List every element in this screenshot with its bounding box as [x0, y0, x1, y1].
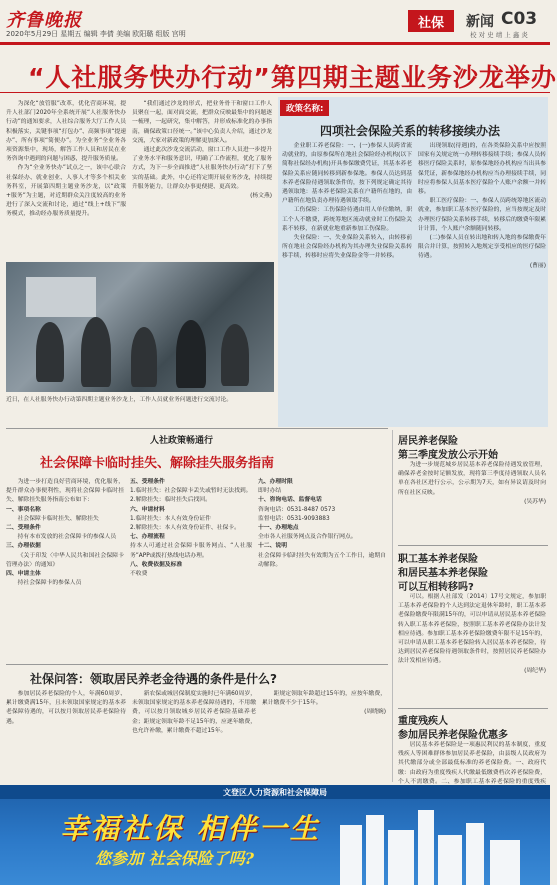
- policy-col1: [282, 142, 412, 422]
- lead-paragraph: 为深化“放管服”改革，优化营商环境，提升人社部门2020年全系统开展“人社服务快办行动”的通知要求，人社综合服务大厅工作人员积极落实，关键事项“打包办”、高频事项“提速办”、所有事项“简便办”。为全业务“全业务各项资源集中，现场，解答工作人员和居民在业务咨询中遇到的问题与困惑，提升服务质量。: [6, 101, 126, 163]
- right-a3-title1: 重度残疾人: [398, 716, 448, 727]
- ad-tagline: 您参加 社会保险了吗?: [95, 849, 254, 868]
- page-headline: “人社服务快办行动”第四期主题业务沙龙举办: [28, 63, 557, 92]
- section-divider: [398, 708, 548, 709]
- mid-paragraph: 不收费: [130, 571, 148, 578]
- mid-title: 社会保障卡临时挂失、解除挂失服务指南: [40, 456, 275, 471]
- mid-subhead: 三、办理依据: [6, 543, 41, 550]
- policy-col2: [418, 142, 546, 422]
- mid-paragraph: 持有本市发放的社会保障卡的参保人员: [17, 534, 117, 541]
- mid-subhead: 八、收费依据及标准: [130, 561, 183, 568]
- policy-byline: (曹丽): [529, 262, 546, 269]
- right-a1-title1: 居民养老保险: [398, 436, 458, 447]
- policy-paragraph: 企业职工养老保险：一、(一)参保人员跨省流动就业的，由原参保所在地社会保险经办机构(以下简称社保经办机构)开具参保缴费凭证，其基本养老保险关系应随同转移到新参保地。参保人员达到基本养老保险待遇领取条件的，按下列规定确定其待遇领取地：基本养老保险关系在户籍所在地的，由户籍所在地负责办理待遇领取手续。: [282, 143, 412, 205]
- mid-subhead: 十二、说明: [258, 543, 287, 550]
- mid-paragraph: 即时办结: [258, 488, 282, 495]
- right-a2-title3: 可以互相转移吗?: [398, 582, 474, 593]
- right-a2-title1: 职工基本养老保险: [398, 554, 478, 565]
- lead-paragraph: 作为“全业务快办”试点之一，该中心联合社保经办、就业创业、人事人才等多个相关业务科室，开展第四期主题业务沙龙，以“政策+服务”为主题，对近期群众关注度较高的业务进行了深入交流和讨论，通过“线上+线下”服务模式，推动经办服务质量提升。: [6, 165, 126, 218]
- headline-rule: [0, 92, 550, 93]
- mid-subhead: 六、申请材料: [130, 506, 165, 513]
- policy-paragraph: (二)参保人员在转出地和转入地的参保缴费年限合并计算，按照转入地规定享受相应的医疗保险待遇。: [418, 235, 546, 260]
- policy-paragraph: 职工医疗保险：一、参保人员跨统筹地区流动就业，参加职工基本医疗保险的，应当按规定及时办理医疗保险关系转移手续，转移后的缴费年限累计计算，个人账户余额随同转移。: [418, 198, 546, 232]
- lead-byline: (杨文燕): [250, 193, 272, 200]
- bottom-left-col2: [132, 690, 256, 782]
- right-a3-body: [398, 741, 546, 783]
- right-a1-title2: 第三季度发放公示开始: [398, 450, 498, 461]
- mid-paragraph: 监督电话：0531-9093883: [258, 515, 330, 522]
- mid-col3: [258, 478, 386, 660]
- mid-subhead: 二、受理条件: [6, 525, 41, 532]
- newspaper-logo: 齐鲁晚报: [6, 10, 82, 31]
- date-line: 2020年5月29日 星期五 编辑 李倩 美编 欧阳璐 组版 宫明: [6, 30, 186, 38]
- mid-subhead: 五、受理条件: [130, 479, 165, 485]
- policy-paragraph: 工伤保险：工伤保险待遇由用人单位缴纳，职工个人不缴费，跨统筹地区流动就业时工伤保险关系不转移，在新就业地重新参加工伤保险。: [282, 207, 412, 232]
- mid-paragraph: 全市各人社服务网点及合作银行网点。: [258, 534, 357, 541]
- right-a3-title2: 参加居民养老保险优惠多: [398, 730, 508, 741]
- section-divider: [6, 664, 388, 665]
- right-a2-byline: (周纪华): [524, 667, 546, 674]
- mid-paragraph: 社会保障卡临时挂失、解除挂失: [17, 515, 99, 522]
- bl-paragraph: 新农保或城居保制度实施时已年满60周岁，未领取国家规定的基本养老保障待遇的，不用缴费，可以按月领取城乡居民养老保险基础养老金；距规定领取年龄不足15年的，应逐年缴费，也允许补缴，累计缴费不超过15年。: [132, 691, 256, 734]
- mid-subhead: 一、事项名称: [6, 506, 41, 513]
- mid-subhead: 四、申请主体: [6, 571, 41, 578]
- right-a2-text: 可以。根据人社部发〔2014〕17号文规定，参加职工基本养老保险的个人达到法定退休年龄时，职工基本养老保险缴费年限满15年的，可以申请从居民基本养老保险转入职工基本养老保险，按照职工基本养老保险办法计发相应待遇。参加职工基本养老保险缴费年限不足15年的，可以申请从职工基本养老保险转入居民基本养老保险，待达到居民养老保险待遇领取条件时，按照居民养老保险办法计发相应待遇。: [398, 594, 546, 665]
- meeting-photo: [6, 262, 274, 392]
- mid-paragraph: 为进一步打造良好营商环境，优化服务，提升群众办事便利性，现将社会保障卡临时挂失、解除挂失服务指南公布如下：: [6, 479, 124, 504]
- mid-subhead: 七、办理流程: [130, 534, 165, 541]
- right-a2-body: [398, 593, 546, 705]
- mid-badge: 人社政策畅通行: [150, 436, 214, 446]
- bl-paragraph: 参加居民养老保险的个人，年满60周岁、累计缴费满15年，且未领取国家规定的基本养老保障待遇的，可以按月领取居民养老保险待遇。: [6, 691, 126, 725]
- photo-caption: 近日，在人社服务快办行动第四期主题业务沙龙上，工作人员就业务问题进行交流讨论。: [6, 397, 233, 403]
- bottom-left-col1: [6, 690, 126, 782]
- mid-subhead: 九、办理时限: [258, 479, 293, 485]
- ad-slogan: 幸福社保 相伴一生: [60, 812, 321, 845]
- policy-title: 四项社会保险关系的转移接续办法: [320, 124, 501, 138]
- policy-paragraph: 失业保险：一、失业保险关系转入，由转移前所在地社会保险经办机构为其办理失业保险关系转移手续，转移时应将失业保险金等一并转移。: [282, 235, 412, 260]
- top-rule: [0, 42, 550, 45]
- column-divider: [392, 430, 393, 782]
- mid-paragraph: 2.解除挂失：临时挂失后找回。: [130, 497, 211, 504]
- policy-paragraph: 出现领取(待遇)的，在各类保险关系中应按照国家有关规定统一办理转移接续手续；参保人员转移医疗保险关系时，原参保地经办机构应当出具参保凭证，新参保地经办机构应当办理接续手续，同时应将参保人员基本医疗保险个人账户余额一并转移。: [418, 143, 546, 196]
- mid-paragraph: 持本人可通过社会保障卡服务网点、“人社服务”APP或拨打热线电话办理。: [130, 543, 252, 559]
- mid-paragraph: 1.临时挂失：社会保障卡丢失或暂时无法找到。: [130, 488, 252, 495]
- right-a1-byline: (吴苏华): [524, 498, 546, 505]
- right-a2-title2: 和居民基本养老保险: [398, 568, 488, 579]
- policy-badge: 政策名称:: [280, 100, 329, 116]
- right-a3-text: 居民基本养老保险是一项惠民利民的基本制度，重度残疾人等困难群体参加居民养老保险，由县级人民政府为其代缴部分或全部最低标准的养老保险费。一、政府代缴：由政府为重度残疾人代缴最低缴费档次养老保险费，个人不需缴费。二、参加职工基本养老保险的重度残疾: [398, 742, 546, 785]
- section-tag: 社保: [408, 10, 454, 32]
- bl-paragraph: 距规定领取年龄超过15年的，应按年缴费，累计缴费不少于15年。: [262, 691, 386, 707]
- lead-paragraph: “我们通过沙龙的形式，把业务骨干和窗口工作人员聚在一起，面对面交流，把群众反映最集中的问题逐一梳理，一起研究，集中解答，并形成标准化的办事指南，确保政策口径统一。”该中心负责人介绍，通过沙龙交流，大家对新政策的理解更加深入。: [132, 101, 272, 144]
- section-label: 新闻: [466, 14, 494, 30]
- editors-line: 校 对 史 靖 上 鑫 炎: [470, 31, 528, 39]
- ad-header: 文登区人力资源和社会保障局: [0, 785, 550, 799]
- mid-paragraph: 1.临时挂失：本人有效身份证件: [130, 515, 211, 522]
- mid-col2: [130, 478, 252, 660]
- lead-paragraph: 通过此次沙龙交流活动，窗口工作人员进一步提升了业务水平和服务意识，明确了工作流程，优化了服务方式，为下一步全面推进“人社服务快办行动”打下了坚实的基础。此外，中心还将定期开展业务沙龙，持续提升服务能力，让群众办事更便捷、更高效。: [132, 147, 272, 190]
- right-a1-text: 为进一步规范城乡居民基本养老保险待遇发放管理，确保养老金按时足额发放，现将第三季度待遇领取人员名单在各社区进行公示，公示期为7天，如有异议请及时向所在社区反映。: [398, 462, 546, 496]
- section-divider: [6, 428, 388, 429]
- right-a1-body: [398, 461, 546, 541]
- mid-paragraph: 2.解除挂失：本人有效身份证件、社保卡。: [130, 525, 240, 532]
- page-code: C03: [501, 9, 538, 29]
- bottom-left-col3: [262, 690, 386, 782]
- bl-byline: (周晓婉): [364, 709, 386, 716]
- mid-subhead: 十一、办理地点: [258, 525, 299, 532]
- mid-col1: [6, 478, 124, 660]
- section-divider: [398, 545, 548, 546]
- bottom-left-title: 社保问答：领取居民养老金待遇的条件是什么?: [30, 672, 277, 686]
- mid-paragraph: 社会保障卡临时挂失有效期为五个工作日，逾期自动解除。: [258, 552, 386, 568]
- mid-paragraph: 《关于印发〈中华人民共和国社会保障卡管理办法〉的通知》: [6, 552, 124, 568]
- mid-subhead: 十、咨询电话、监督电话: [258, 497, 322, 504]
- mid-paragraph: 持社会保障卡的参保人员: [17, 580, 82, 587]
- mid-paragraph: 咨询电话：0531-8487 0573: [258, 506, 336, 513]
